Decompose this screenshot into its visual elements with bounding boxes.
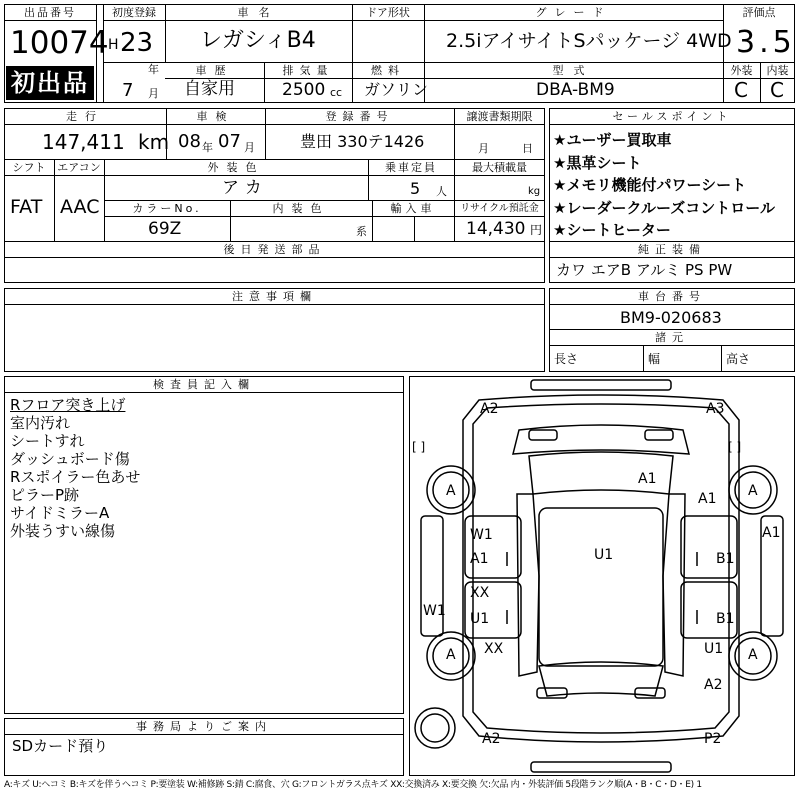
- capacity-unit: 人: [436, 185, 447, 198]
- month-unit: 月: [148, 87, 159, 100]
- mark-right-front-door-edge: A1: [762, 525, 781, 541]
- exterior-label: 外装: [730, 64, 753, 77]
- transfer-month-unit: 月: [478, 142, 489, 155]
- model: DBA-BM9: [536, 80, 615, 100]
- mark-rear-left-corner: A2: [482, 731, 501, 747]
- fuel-label: 燃料: [371, 64, 405, 77]
- first-reg-year: 23: [120, 28, 154, 58]
- car-name-label: 車名: [237, 6, 280, 19]
- body-inner-outline: [473, 401, 729, 733]
- interior-color-unit: 系: [356, 225, 367, 238]
- shift-label: シフト: [12, 161, 46, 174]
- interior-grade: C: [770, 78, 784, 102]
- sales-points-label: セールスポイント: [612, 110, 732, 123]
- office-label: 事務局よりご案内: [136, 720, 272, 733]
- sales-point-item: ★シートヒーター: [553, 221, 671, 239]
- equipment-value: カワ エアB アルミ PS PW: [556, 261, 733, 279]
- mark-rear-right-corner: P2: [704, 731, 722, 747]
- ac-label: エアコン: [57, 161, 101, 174]
- exterior-grade: C: [734, 78, 748, 102]
- car-diagram-svg: [409, 376, 795, 776]
- inspector-note: 室内汚れ: [10, 414, 71, 432]
- rear-window: [539, 662, 663, 696]
- mark-trunk-right: A2: [704, 677, 723, 693]
- legend: A:キズ U:ヘコミ B:キズを伴うヘコミ P:要塗装 W:補修跡 S:錆 C:腐食、穴 G:フロントガラス点キズ XX:交換済み X:要交換 欠:欠品 内・外装評価 5段階ランク順(A・B・C・D・E) 1: [4, 780, 702, 790]
- score: 3.5: [736, 25, 796, 60]
- displacement-unit: cc: [330, 86, 343, 99]
- first-reg-label: 初度登録: [112, 6, 156, 19]
- lot-number: 10074: [10, 25, 109, 61]
- mark-rear-left-wheel: A: [446, 647, 456, 663]
- inspector-notes: [10, 396, 400, 540]
- headlight-left: [529, 430, 557, 440]
- mark-right-front-door: B1: [716, 551, 735, 567]
- door-label: ドア形状: [366, 6, 410, 19]
- capacity: 5: [410, 179, 421, 198]
- inspection-year: 08: [178, 131, 201, 152]
- inspector-note: 外装うすい線傷: [10, 522, 116, 540]
- fuel: ガソリン: [364, 80, 429, 99]
- mark-front-right-wheel: A: [748, 483, 758, 499]
- load-label: 最大積載量: [472, 161, 527, 174]
- mileage-label: 走行: [66, 110, 104, 123]
- history-label: 車歴: [195, 64, 234, 77]
- later-parts-label: 後日発送部品: [223, 243, 326, 256]
- taillight-left: [537, 688, 567, 698]
- sales-point-item: ★メモリ機能付パワーシート: [553, 176, 747, 194]
- first-listing-badge: 初出品: [6, 66, 94, 100]
- mark-front-left-wheel: A: [446, 483, 456, 499]
- color: アカ: [222, 178, 268, 198]
- spec-label: 諸元: [655, 331, 689, 344]
- first-reg-month: 7: [122, 80, 134, 101]
- inspector-note: Rスポイラー色あせ: [10, 468, 141, 486]
- mark-front-right-corner: A3: [706, 401, 725, 417]
- height-label: 高さ: [726, 352, 751, 366]
- chassis-label: 車台番号: [638, 290, 706, 303]
- length-label: 長さ: [554, 352, 579, 366]
- recycle-unit: 円: [530, 223, 543, 237]
- lot-label: 出品番号: [24, 6, 76, 19]
- bracket-left: [ ]: [412, 440, 426, 454]
- rear-bumper-shape: [531, 762, 671, 772]
- sales-points-list: [553, 129, 793, 242]
- mark-left-front-door-2: A1: [470, 551, 489, 567]
- inspection-year-unit: 年: [202, 141, 213, 154]
- mark-left-rear-door-2: U1: [470, 611, 490, 627]
- color-no: 69Z: [148, 219, 182, 239]
- year-unit: 年: [148, 63, 159, 76]
- chassis-value: BM9-020683: [620, 308, 722, 327]
- inspection-label: 車検: [196, 110, 235, 123]
- inspection-month-unit: 月: [244, 141, 255, 154]
- taillight-right: [635, 688, 665, 698]
- model-label: 型式: [552, 64, 595, 77]
- import-label: 輸入車: [390, 202, 436, 215]
- mark-hood: A1: [638, 471, 657, 487]
- inspector-note: Rフロア突き上げ: [10, 396, 126, 414]
- mark-rear-right-wheel: A: [748, 647, 758, 663]
- mark-roof: U1: [594, 547, 614, 563]
- inspector-note: サイドミラーA: [10, 504, 110, 522]
- displacement: 2500: [282, 80, 326, 100]
- recycle-label: リサイクル預託金: [460, 203, 539, 214]
- roof-shape: [539, 508, 663, 666]
- capacity-label: 乗車定員: [385, 161, 437, 174]
- interior-label: 内装: [766, 64, 789, 77]
- mark-left-rear-fender: XX: [484, 641, 504, 657]
- sales-point-item: ★レーダークルーズコントロール: [553, 198, 775, 217]
- reg-label: 登録番号: [325, 110, 394, 123]
- caution-label: 注意事項欄: [232, 290, 317, 303]
- mark-left-rear-door-1: XX: [470, 585, 490, 601]
- inspection-month: 07: [218, 131, 241, 152]
- history: 自家用: [184, 79, 235, 99]
- color-label: 外装色: [207, 161, 265, 174]
- grade-label: グレード: [535, 6, 612, 19]
- displacement-label: 排気量: [282, 64, 334, 77]
- interior-color-label: 内装色: [272, 202, 330, 215]
- mark-right-rear-fender: U1: [704, 641, 724, 657]
- mark-left-front-door-1: W1: [470, 527, 493, 543]
- mileage-unit: km: [138, 130, 170, 154]
- width-label: 幅: [648, 352, 661, 366]
- ac: AAC: [60, 196, 100, 218]
- shift: FAT: [10, 196, 43, 218]
- bracket-right: [ ]: [728, 440, 742, 454]
- transfer-label: 譲渡書類期限: [466, 110, 533, 123]
- mark-right-rear-door: B1: [716, 611, 735, 627]
- inspector-note: ダッシュボード傷: [10, 450, 130, 468]
- front-bumper-shape: [531, 380, 671, 390]
- spare-tire-inner: [421, 714, 449, 742]
- office-note: SDカード預り: [12, 737, 109, 755]
- mark-left-rocker: W1: [423, 603, 446, 619]
- mark-front-right-fender: A1: [698, 491, 717, 507]
- recycle: 14,430: [466, 219, 526, 239]
- sales-point-item: ★黒革シート: [553, 153, 642, 172]
- load-unit: kg: [528, 186, 541, 197]
- era-mark: H: [108, 37, 119, 53]
- headlight-right: [645, 430, 673, 440]
- inspector-note: ピラーP跡: [10, 486, 80, 504]
- mark-front-left-corner: A2: [480, 401, 499, 417]
- color-no-label: カラーNo.: [132, 202, 202, 215]
- reg-number: 豊田 330テ1426: [300, 132, 425, 151]
- grade: 2.5iアイサイトSパッケージ 4WD: [446, 30, 732, 52]
- inspector-note: シートすれ: [10, 432, 85, 450]
- equipment-label: 純正装備: [638, 243, 706, 256]
- body-outline: [463, 395, 742, 742]
- inspector-label: 検査員記入欄: [153, 378, 255, 391]
- transfer-day-unit: 日: [522, 142, 533, 155]
- sales-point-item: ★ユーザー買取車: [553, 131, 672, 149]
- car-name: レガシィB4: [200, 28, 316, 53]
- score-label: 評価点: [742, 6, 776, 19]
- mileage: 147,411: [42, 130, 125, 154]
